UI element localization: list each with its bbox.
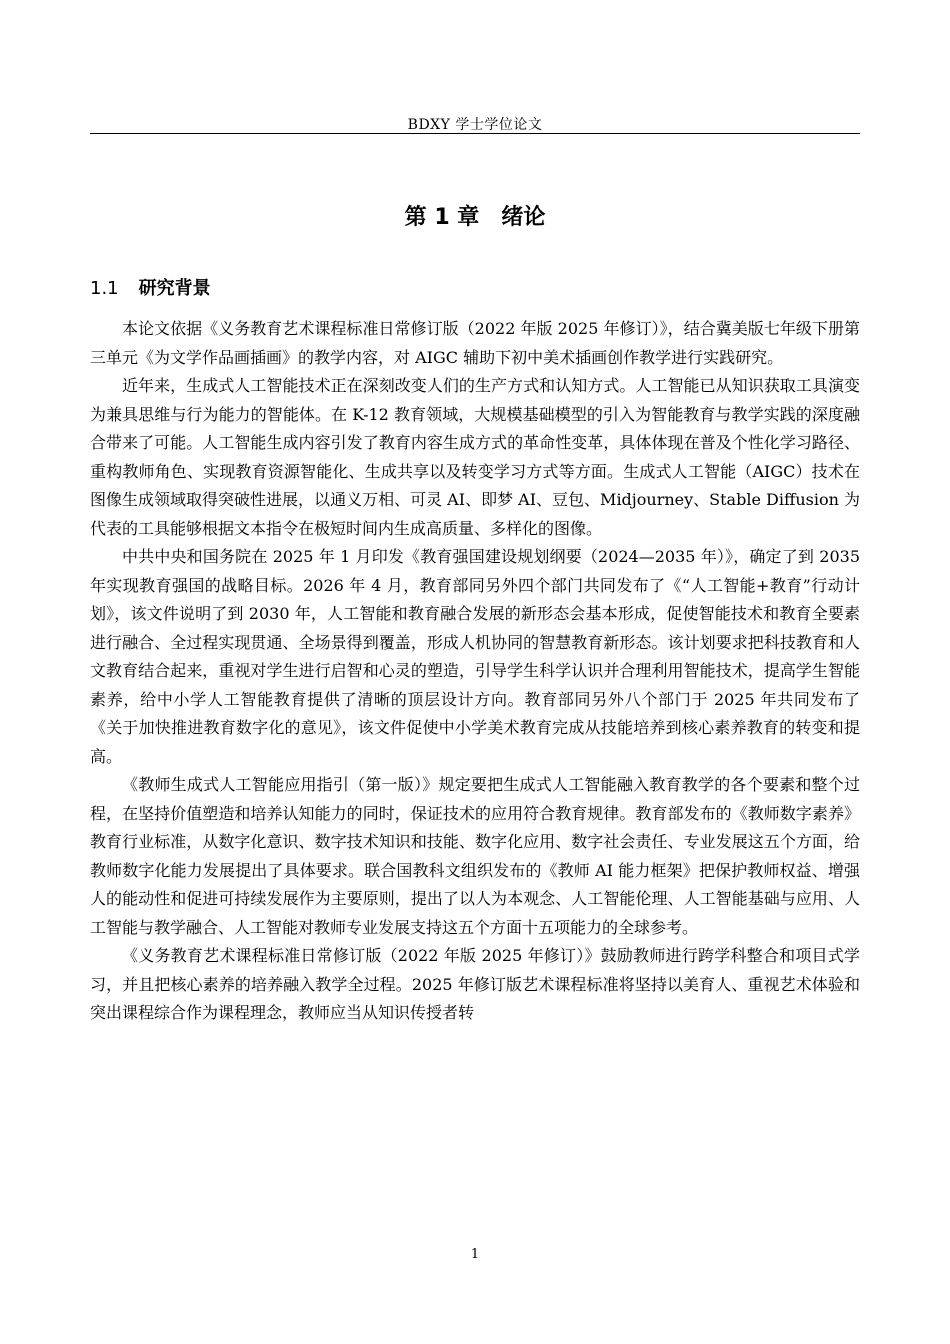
paragraph: 《教师生成式人工智能应用指引（第一版）》规定要把生成式人工智能融入教育教学的各个要素和整个过程，在坚持价值塑造和培养认知能力的同时，保证技术的应用符合教育规律。教育部发布的《教师数字素养》教育行业标准，从数字化意识、数字技术知识和技能、数字化应用、数字社会责任、专业发展这五个方面，给教师数字化能力发展提出了具体要求。联合国教科文组织发布的《教师 AI 能力框架》把保护教师权益、增强人的能动性和促进可持续发展作为主要原则，提出了以人为本观念、人工智能伦理、人工智能基础与应用、人工智能与教学融合、人工智能对教师专业发展支持这五个方面十五项能力的全球参考。	[90, 775, 860, 937]
body-text	[90, 315, 860, 1028]
chapter-name: 绪论	[501, 205, 546, 230]
section-title: 研究背景	[138, 278, 211, 299]
header-rule	[90, 133, 860, 134]
paragraph: 本论文依据《义务教育艺术课程标准日常修订版（2022 年版 2025 年修订）》，结合冀美版七年级下册第三单元《为文学作品画插画》的教学内容，对 AIGC 辅助下初中美术插画创作教学进行实践研究。	[90, 319, 860, 367]
chapter-title	[90, 200, 860, 231]
running-header: BDXY 学士学位论文	[407, 117, 543, 133]
section-heading	[90, 274, 211, 300]
paragraph: 中共中央和国务院在 2025 年 1 月印发《教育强国建设规划纲要（2024—2035 年）》，确定了到 2035 年实现教育强国的战略目标。2026 年 4 月，教育部同另外四个部门共同发布了《“人工智能+教育”行动计划》，该文件说明了到 2030 年，人工智能和教育融合发展的新形态会基本形成，促使智能技术和教育全要素进行融合、全过程实现贯通、全场景得到覆盖，形成人机协同的智慧教育新形态。该计划要求把科技教育和人文教育结合起来，重视对学生进行启智和心灵的塑造，引导学生科学认识并合理利用智能技术，提高学生智能素养，给中小学人工智能教育提供了清晰的顶层设计方向。教育部同另外八个部门于 2025 年共同发布了《关于加快推进教育数字化的意见》，该文件促使中小学美术教育完成从技能培养到核心素养教育的转变和提高。	[90, 547, 860, 766]
section-number: 1.1	[90, 278, 119, 299]
chapter-number: 第 1 章	[404, 205, 480, 230]
page-number: 1	[470, 1247, 480, 1262]
paragraph: 近年来，生成式人工智能技术正在深刻改变人们的生产方式和认知方式。人工智能已从知识获取工具演变为兼具思维与行为能力的智能体。在 K-12 教育领域，大规模基础模型的引入为智能教育与教学实践的深度融合带来了可能。人工智能生成内容引发了教育内容生成方式的革命性变革，具体体现在普及个性化学习路径、重构教师角色、实现教育资源智能化、生成共享以及转变学习方式等方面。生成式人工智能（AIGC）技术在图像生成领域取得突破性进展，以通义万相、可灵 AI、即梦 AI、豆包、Midjourney、Stable Diffusion 为代表的工具能够根据文本指令在极短时间内生成高质量、多样化的图像。	[90, 376, 860, 538]
paragraph: 《义务教育艺术课程标准日常修订版（2022 年版 2025 年修订）》鼓励教师进行跨学科整合和项目式学习，并且把核心素养的培养融入教学全过程。2025 年修订版艺术课程标准将坚持以美育人、重视艺术体验和突出课程综合作为课程理念，教师应当从知识传授者转	[90, 946, 860, 1022]
